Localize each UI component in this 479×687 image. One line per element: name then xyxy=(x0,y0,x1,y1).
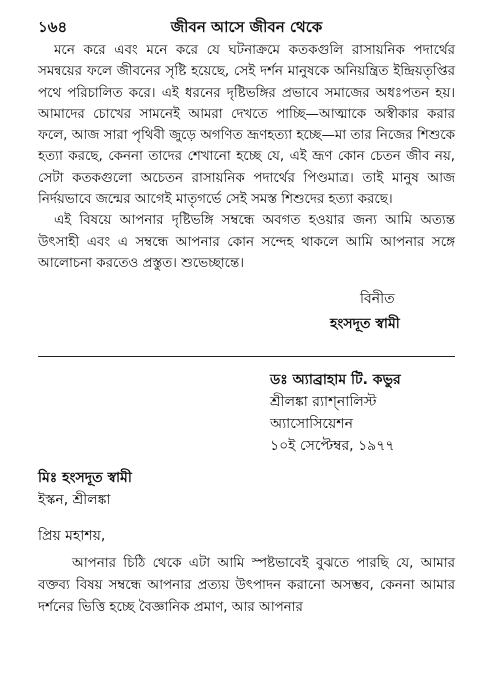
sender-organization: শ্রীলঙ্কা র‍্যাশ্‌নালিস্ট অ্যাসোসিয়েশন xyxy=(270,394,377,433)
page-header xyxy=(38,0,455,40)
body-paragraph-1: মনে করে এবং মনে করে যে ঘটনাক্রমে কতকগুলি রাসায়নিক পদার্থের সমন্বয়ের ফলে জীবনের সৃষ্টি হয়েছে, সেই দর্শন মানুষকে অনিয়ন্ত্রিত ইন্দ্রিয়তৃপ্তির পথে পরিচালিত করে। এই ধরনের দৃষ্টিভঙ্গির প্রভাবে সমাজের অধঃপতন হয়। আমাদের চোখের সামনেই আমরা দেখতে পাচ্ছি—আত্মাকে অস্বীকার করার ফলে, আজ সারা পৃথিবী জুড়ে অগণিত ভ্রূণহত্যা হচ্ছে—মা তার নিজের শিশুকে হত্যা করছে, কেননা তাদের শেখানো হচ্ছে যে, এই ভ্রূণ কোন চেতন জীব নয়, সেটা কতকগুলো অচেতন রাসায়নিক পদার্থের পিণ্ডমাত্র। তাই মানুষ আজ নির্দয়ভাবে জন্মের আগেই মাতৃগর্ভে সেই সমস্ত শিশুদের হত্যা করছে। xyxy=(38,43,455,208)
recipient-organization: ইস্কন, শ্রীলঙ্কা xyxy=(38,492,111,509)
letter-date: ১০ই সেপ্টেম্বর, ১৯৭৭ xyxy=(270,438,395,455)
signature-name: হংসদূত স্বামী xyxy=(330,316,400,333)
running-title: জীবন আসে জীবন থেকে xyxy=(170,18,323,36)
letter-body-paragraph: আপনার চিঠি থেকে এটা আমি স্পষ্টভাবেই বুঝতে পারছি যে, আমার বক্তব্য বিষয় সম্বন্ধে আপনার প্রত্যয় উৎপাদন করানো অসম্ভব, কেননা আমার দর্শনের ভিত্তি হচ্ছে বৈজ্ঞানিক প্রমাণ, আর আপনার xyxy=(38,556,455,616)
page-number: ১৬৪ xyxy=(38,18,68,36)
recipient-block xyxy=(38,467,455,511)
closing-line: বিনীত xyxy=(360,291,395,308)
sender-block xyxy=(38,369,455,457)
body-paragraph-2: এই বিষয়ে আপনার দৃষ্টিভঙ্গি সম্বন্ধে অবগত হওয়ার জন্য আমি অত্যন্ত উৎসাহী এবং এ সম্বন্ধে আপনার কোন সন্দেহ থাকলে আমি আপনার সঙ্গে আলোচনা করতেও প্রস্তুত। শুভেচ্ছান্তে। xyxy=(38,213,455,271)
salutation: প্রিয় মহাশয়, xyxy=(38,528,106,545)
section-divider xyxy=(38,356,455,357)
sender-name: ডঃ অ্যাব্রাহাম টি. কভুর xyxy=(270,372,401,389)
recipient-name: মিঃ হংসদূত স্বামী xyxy=(38,470,132,487)
